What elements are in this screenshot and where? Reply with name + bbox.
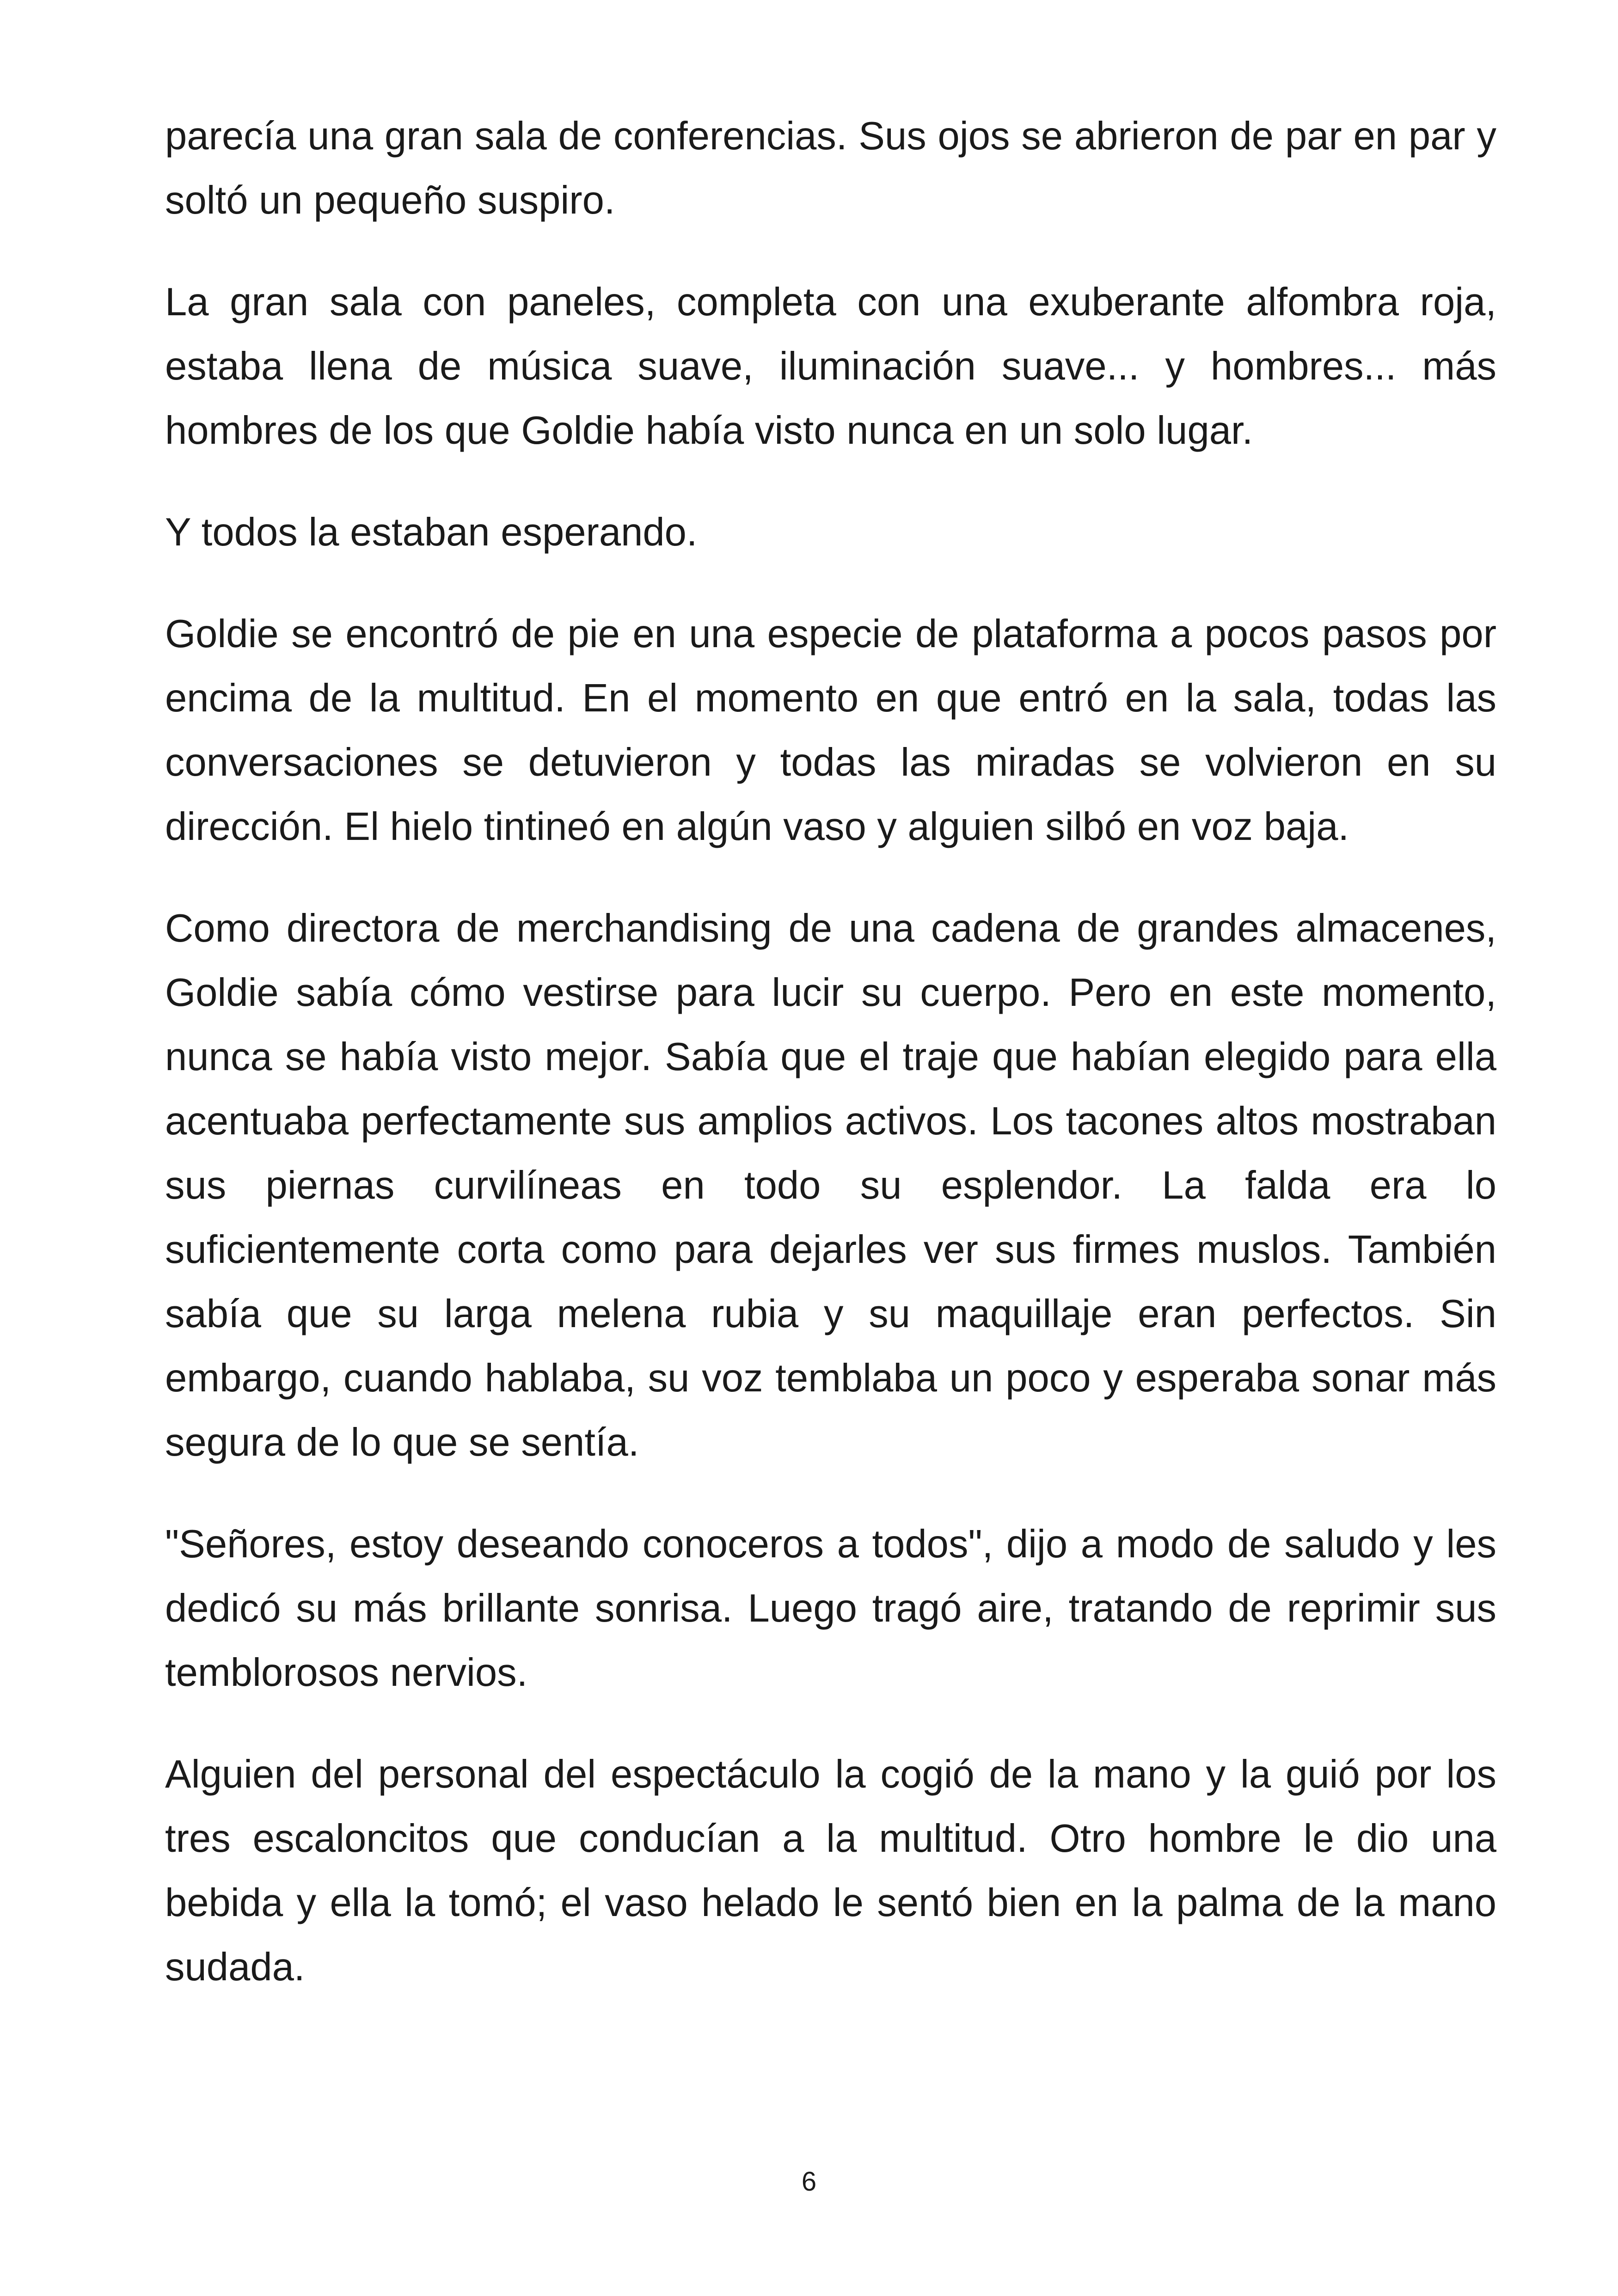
paragraph: parecía una gran sala de conferencias. Sus ojos se abrieron de par en par y soltó un pequeño suspiro. <box>165 114 1496 222</box>
paragraph: "Señores, estoy deseando conoceros a todos", dijo a modo de saludo y les dedicó su más brillante sonrisa. Luego tragó aire, tratando de reprimir sus temblorosos nervios. <box>165 1522 1496 1695</box>
paragraph: La gran sala con paneles, completa con una exuberante alfombra roja, estaba llena de música suave, iluminación suave... y hombres... más hombres de los que Goldie había visto nunca en un solo lugar. <box>165 280 1496 453</box>
paragraph: Y todos la estaban esperando. <box>165 510 698 554</box>
body-text <box>165 104 1496 1999</box>
paragraph: Goldie se encontró de pie en una especie de plataforma a pocos pasos por encima de la multitud. En el momento en que entró en la sala, todas las conversaciones se detuvieron y todas las miradas se volvieron en su dirección. El hielo tintineó en algún vaso y alguien silbó en voz baja. <box>165 612 1496 849</box>
paragraph: Como directora de merchandising de una cadena de grandes almacenes, Goldie sabía cómo vestirse para lucir su cuerpo. Pero en este momento, nunca se había visto mejor. Sabía que el traje que habían elegido para ella acentuaba perfectamente sus amplios activos. Los tacones altos mostraban sus piernas curvilíneas en todo su esplendor. La falda era lo suficientemente corta como para dejarles ver sus firmes muslos. También sabía que su larga melena rubia y su maquillaje eran perfectos. Sin embargo, cuando hablaba, su voz temblaba un poco y esperaba sonar más segura de lo que se sentía. <box>165 906 1496 1464</box>
paragraph: Alguien del personal del espectáculo la cogió de la mano y la guió por los tres escaloncitos que conducían a la multitud. Otro hombre le dio una bebida y ella la tomó; el vaso helado le sentó bien en la palma de la mano sudada. <box>165 1752 1496 1989</box>
page-number: 6 <box>801 2167 817 2197</box>
